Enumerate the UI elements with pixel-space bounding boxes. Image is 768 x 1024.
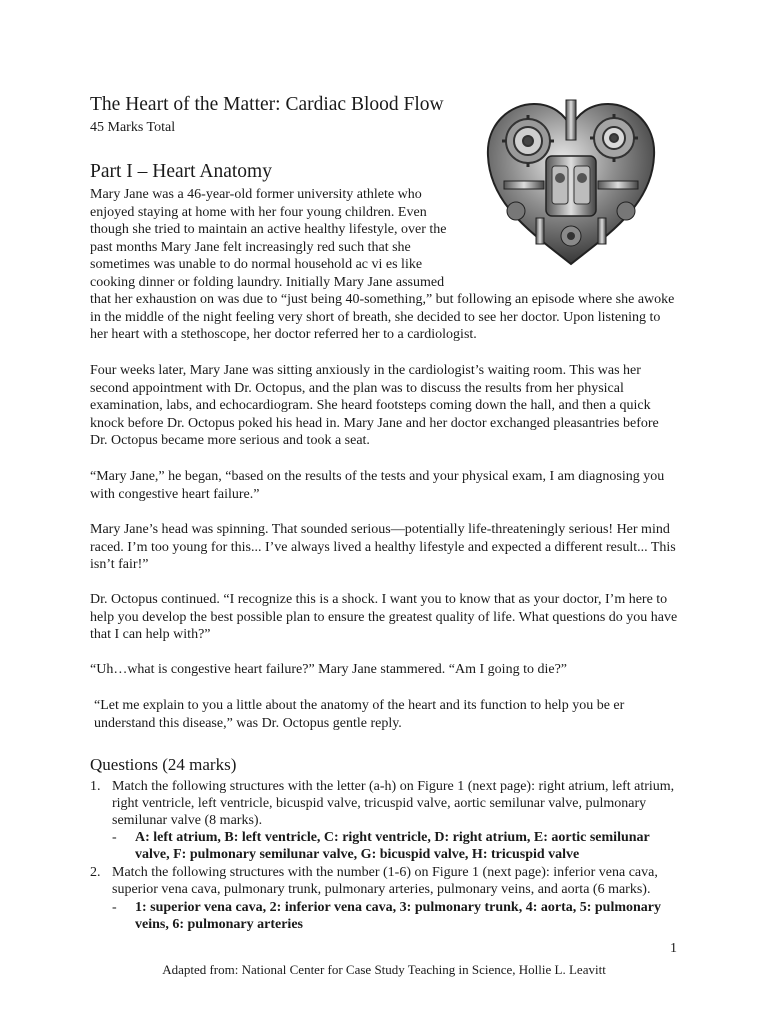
answer-text: A: left atrium, B: left ventricle, C: right ventricle, D: right atrium, E: aortic semilunar valve, F: pulmonary semilunar valve, G: bicuspid valve, H: tricuspid valve xyxy=(135,830,650,862)
story-paragraph-3: “Mary Jane,” he began, “based on the results of the tests and your physical exam, I am diagnosing you with congestive heart failure.” xyxy=(90,469,665,502)
story-paragraph-2: Four weeks later, Mary Jane was sitting anxiously in the cardiologist’s waiting room. This was her second appointment with Dr. Octopus, and the plan was to discuss the results from her physical examination, labs, and echocardiogram. She heard footsteps coming down the hall, and then a quick knock before Dr. Octopus poked his head in. Mary Jane and her doctor exchanged pleasantries before Dr. Octopus became more serious and took a seat. xyxy=(90,363,659,448)
question-item xyxy=(90,778,678,829)
answer-item xyxy=(112,829,672,863)
bullet-dash: - xyxy=(112,900,117,915)
question-text: Match the following structures with the number (1-6) on Figure 1 (next page): inferior vena cava, superior vena cava, pulmonary trunk, pulmonary arteries, pulmonary veins, and aorta (6 marks). xyxy=(112,865,658,897)
question-number: 2. xyxy=(90,865,101,880)
document-title: The Heart of the Matter: Cardiac Blood Flow xyxy=(90,94,444,115)
answer-item xyxy=(112,899,672,933)
questions-heading: Questions (24 marks) xyxy=(90,755,237,774)
mechanical-heart-illustration xyxy=(476,86,666,276)
story-paragraph-1: Mary Jane was a 46-year-old former university athlete who enjoyed staying at home with her four young children. Even though she tried to maintain an active healthy lifestyle, over the past months Mary Jane felt increasingly red such that she sometimes was unable to do normal household ac vi es like cooking dinner or folding laundry. Initially Mary Jane assumed xyxy=(90,187,447,290)
total-marks: 45 Marks Total xyxy=(90,120,176,135)
story-paragraph-4: Mary Jane’s head was spinning. That sounded serious—potentially life-threateningly serious! Her mind raced. I’m too young for this... I’ve always lived a healthy lifestyle and expected a different result... This isn’t fair!” xyxy=(90,522,676,572)
story-paragraph-1-continued: that her exhaustion on was due to “just being 40-something,” but following an episode where she awoke in the middle of the night feeling very short of breath, she decided to see her doctor. Upon listening to her heart with a stethoscope, her doctor referred her to a cardiologist. xyxy=(90,292,675,342)
page-number: 1 xyxy=(670,941,677,956)
question-text: Match the following structures with the letter (a-h) on Figure 1 (next page): right atrium, left atrium, right ventricle, left ventricle, bicuspid valve, tricuspid valve, aortic semilunar valve, pulmonary semilunar valve (8 marks). xyxy=(112,779,675,828)
bullet-dash: - xyxy=(112,830,117,845)
story-paragraph-7: “Let me explain to you a little about the anatomy of the heart and its function to help you be er understand this disease,” was Dr. Octopus gentle reply. xyxy=(94,698,625,731)
question-item xyxy=(90,864,678,898)
footer-credit: Adapted from: National Center for Case Study Teaching in Science, Hollie L. Leavitt xyxy=(162,962,606,977)
question-number: 1. xyxy=(90,779,101,794)
part-heading: Part I – Heart Anatomy xyxy=(90,161,272,182)
answer-text: 1: superior vena cava, 2: inferior vena cava, 3: pulmonary trunk, 4: aorta, 5: pulmonary veins, 6: pulmonary arteries xyxy=(135,900,662,932)
story-paragraph-6: “Uh…what is congestive heart failure?” Mary Jane stammered. “Am I going to die?” xyxy=(90,662,567,677)
story-paragraph-5: Dr. Octopus continued. “I recognize this is a shock. I want you to know that as your doctor, I’m here to help you develop the best possible plan to ensure the greatest quality of life. What questions do you have that I can help with?” xyxy=(90,592,678,642)
